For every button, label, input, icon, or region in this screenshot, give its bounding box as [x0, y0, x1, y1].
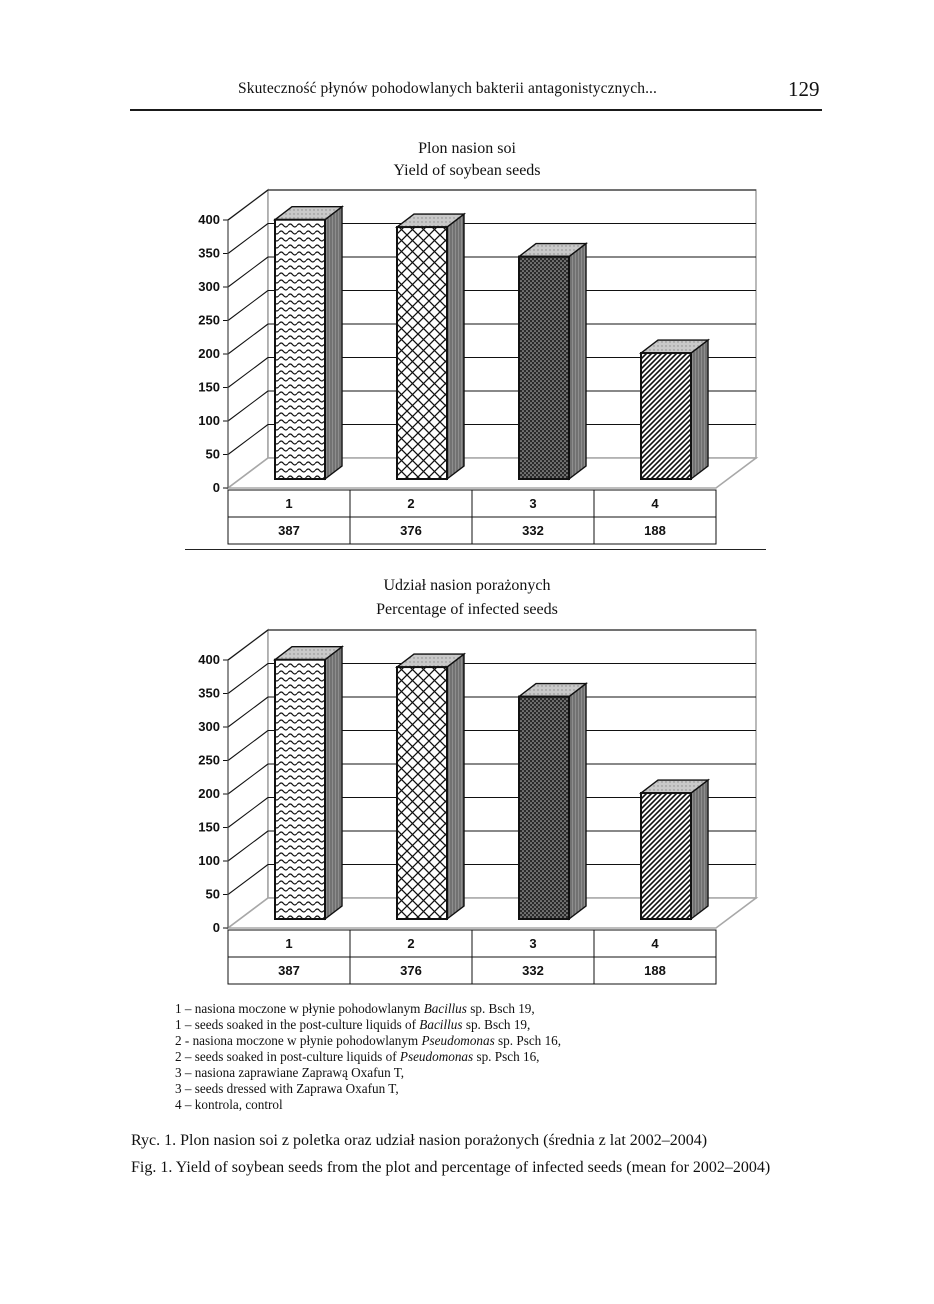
y-tick-label: 300	[198, 279, 220, 294]
data-table	[228, 490, 716, 544]
y-tick-label: 50	[205, 886, 220, 902]
chart2-infected	[0, 620, 934, 985]
bar-1	[275, 647, 342, 919]
bar-4	[641, 340, 708, 479]
y-tick-label: 0	[212, 480, 220, 495]
bar-front	[641, 353, 691, 479]
bar-front	[397, 667, 447, 919]
bar-side	[325, 647, 342, 919]
bar-2	[397, 654, 464, 919]
chart2-title: Udział nasion porażonych	[383, 577, 551, 594]
category-label: 2	[407, 936, 415, 951]
bar-front	[397, 227, 447, 479]
category-label: 3	[529, 936, 537, 951]
chart1-title: Plon nasion soi	[418, 140, 516, 157]
category-label: 1	[285, 496, 293, 511]
bar-front	[519, 697, 569, 919]
y-tick-label: 100	[198, 413, 220, 428]
bar-4	[641, 780, 708, 919]
y-tick-label: 350	[198, 685, 220, 701]
bar-2	[397, 214, 464, 479]
bar-front	[275, 220, 325, 479]
bar-front	[519, 257, 569, 479]
data-label: 387	[278, 963, 300, 978]
data-label: 376	[400, 523, 422, 538]
data-label: 376	[400, 963, 422, 978]
plot-area	[198, 630, 756, 935]
legend-item: 1 – seeds soaked in the post-culture liquids of Bacillus sp. Bsch 19,	[175, 1017, 531, 1032]
legend-item: 1 – nasiona moczone w płynie pohodowlanym Bacillus sp. Bsch 19,	[175, 1001, 535, 1016]
running-title: Skuteczność płynów pohodowlanych bakterii antagonistycznych...	[238, 80, 658, 97]
y-tick-label: 400	[198, 652, 220, 667]
legend-item: 4 – kontrola, control	[175, 1097, 283, 1112]
bar-3	[519, 244, 586, 479]
y-tick-label: 250	[198, 752, 220, 768]
bar-side	[447, 654, 464, 919]
chart1-yield	[0, 180, 934, 545]
figure-caption-pl: Ryc. 1. Plon nasion soi z poletka oraz udział nasion porażonych (średnia z lat 2002–2004)	[131, 1132, 708, 1149]
y-tick-label: 200	[198, 786, 220, 801]
category-label: 2	[407, 496, 415, 511]
bar-side	[447, 214, 464, 479]
legend-item: 3 – nasiona zaprawiane Zaprawą Oxafun T,	[175, 1065, 405, 1080]
category-label: 1	[285, 936, 293, 951]
bar-1	[275, 207, 342, 479]
legend	[175, 1001, 561, 1113]
chart-separator	[185, 549, 766, 550]
data-label: 387	[278, 523, 300, 538]
chart2-subtitle: Percentage of infected seeds	[376, 601, 558, 618]
y-tick-label: 0	[212, 920, 220, 935]
bar-side	[691, 780, 708, 919]
category-label: 3	[529, 496, 537, 511]
legend-item: 2 – seeds soaked in post-culture liquids of Pseudomonas sp. Psch 16,	[175, 1049, 540, 1064]
header-rule	[130, 109, 822, 111]
y-tick-label: 150	[198, 379, 220, 395]
bar-front	[275, 660, 325, 919]
y-tick-label: 100	[198, 853, 220, 868]
data-label: 332	[522, 523, 544, 538]
page-number: 129	[788, 77, 820, 101]
bar-side	[325, 207, 342, 479]
data-label: 188	[644, 963, 666, 978]
data-label: 188	[644, 523, 666, 538]
legend-item: 2 - nasiona moczone w płynie pohodowlanym Pseudomonas sp. Psch 16,	[175, 1033, 562, 1048]
category-label: 4	[651, 936, 659, 951]
legend-item: 3 – seeds dressed with Zaprawa Oxafun T,	[175, 1081, 399, 1096]
chart1-subtitle: Yield of soybean seeds	[393, 162, 541, 179]
bar-front	[641, 793, 691, 919]
y-tick-label: 150	[198, 819, 220, 835]
y-tick-label: 400	[198, 212, 220, 227]
y-tick-label: 300	[198, 719, 220, 734]
data-label: 332	[522, 963, 544, 978]
plot-area	[198, 190, 756, 495]
bar-3	[519, 684, 586, 919]
running-head	[0, 77, 934, 104]
y-tick-label: 350	[198, 245, 220, 261]
category-label: 4	[651, 496, 659, 511]
y-tick-label: 200	[198, 346, 220, 361]
y-tick-label: 50	[205, 446, 220, 462]
figure-caption-en: Fig. 1. Yield of soybean seeds from the plot and percentage of infected seeds (mean for 2002–2004)	[131, 1159, 771, 1176]
data-table	[228, 930, 716, 984]
y-tick-label: 250	[198, 312, 220, 328]
bar-side	[569, 244, 586, 479]
bar-side	[691, 340, 708, 479]
bar-side	[569, 684, 586, 919]
